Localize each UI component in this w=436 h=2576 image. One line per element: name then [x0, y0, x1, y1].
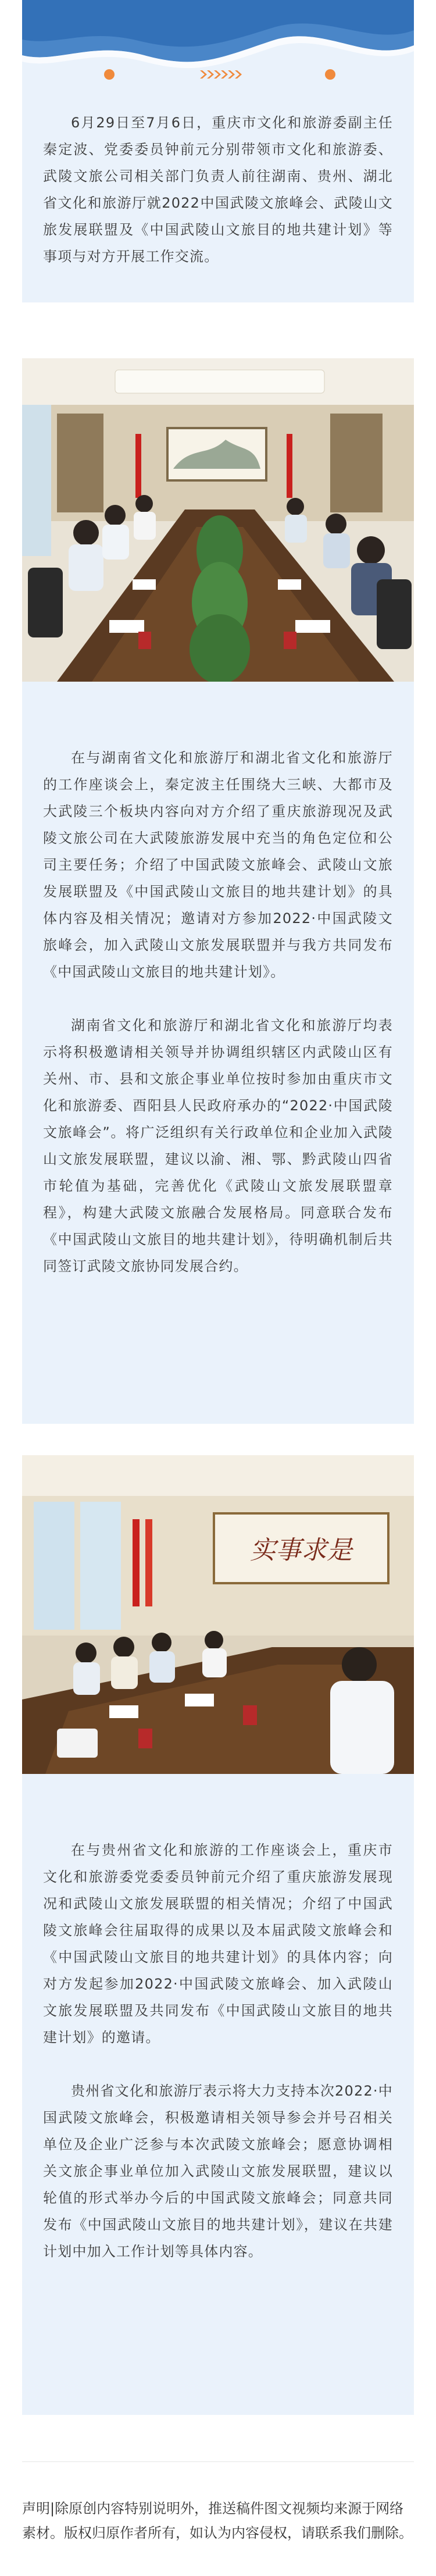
calligraphy-text: 实事求是	[250, 1535, 352, 1565]
footer-divider	[22, 2461, 414, 2462]
meeting-photo-1	[22, 358, 414, 682]
paragraph-3: 湖南省文化和旅游厅和湖北省文化和旅游厅均表示将积极邀请相关领导并协调组织辖区内武陵山区有关州、市、县和文旅企事业单位按时参加由重庆市文化和旅游委、酉阳县人民政府承办的“2022·中国武陵文旅峰会”。将广泛组织有关行政单位和企业加入武陵山文旅发展联盟，建议以渝、湘、鄂、黔武陵山四省市轮值为基础，完善优化《武陵山文旅发展联盟章程》，构建大武陵文旅融合发展格局。同意联合发布《中国武陵山文旅目的地共建计划》，待明确机制后共同签订武陵文旅协同发展合约。	[43, 1017, 393, 1274]
intro-paragraph: 6月29日至7月6日，重庆市文化和旅游委副主任秦定波、党委委员钟前元分别带领市文化和旅游委、武陵文旅公司相关部门负责人前往湖南、贵州、湖北省文化和旅游厅就2022中国武陵文旅峰会、武陵山文旅发展联盟及《中国武陵山文旅目的地共建计划》等事项与对方开展工作交流。	[43, 115, 393, 265]
body-card-2	[22, 1774, 414, 2415]
disclaimer-footer	[0, 2484, 436, 2558]
body-card-1	[22, 682, 414, 1424]
paragraph-5: 贵州省文化和旅游厅表示将大力支持本次2022·中国武陵文旅峰会，积极邀请相关领导参会并号召相关单位及企业广泛参与本次武陵文旅峰会；愿意协调相关文旅企事业单位加入武陵山文旅发展联盟，建议以轮值的形式举办今后的中国武陵文旅峰会；同意共同发布《中国武陵山文旅目的地共建计划》，建议在共建计划中加入工作计划等具体内容。	[43, 2083, 393, 2260]
disclaimer-text: 声明|除原创内容特别说明外，推送稿件图文视频均来源于网络素材。版权归原作者所有，如认为内容侵权，请联系我们删除。	[22, 2500, 413, 2541]
paragraph-2: 在与湖南省文化和旅游厅和湖北省文化和旅游厅的工作座谈会上，秦定波主任围绕大三峡、大都市及大武陵三个板块内容向对方介绍了重庆旅游现况及武陵文旅公司在大武陵旅游发展中充当的角色定位和公司主要任务；介绍了中国武陵文旅峰会、武陵山文旅发展联盟及《中国武陵山文旅目的地共建计划》的具体内容及相关情况；邀请对方参加2022·中国武陵文旅峰会，加入武陵山文旅发展联盟并与我方共同发布《中国武陵山文旅目的地共建计划》。	[43, 750, 393, 980]
meeting-photo-2	[22, 1455, 414, 1774]
orange-dot-right	[325, 69, 335, 80]
orange-dot-left	[104, 69, 115, 80]
paragraph-4: 在与贵州省文化和旅游的工作座谈会上，重庆市文化和旅游委党委委员钟前元介绍了重庆旅游发展现况和武陵山文旅发展联盟的相关情况；介绍了中国武陵文旅峰会往届取得的成果以及本届武陵文旅峰会和《中国武陵山文旅目的地共建计划》的具体内容；向对方发起参加2022·中国武陵文旅峰会、加入武陵山文旅发展联盟及共同发布《中国武陵山文旅目的地共建计划》的邀请。	[43, 1842, 393, 2046]
intro-card	[22, 105, 414, 302]
wave-header-banner	[22, 0, 414, 105]
